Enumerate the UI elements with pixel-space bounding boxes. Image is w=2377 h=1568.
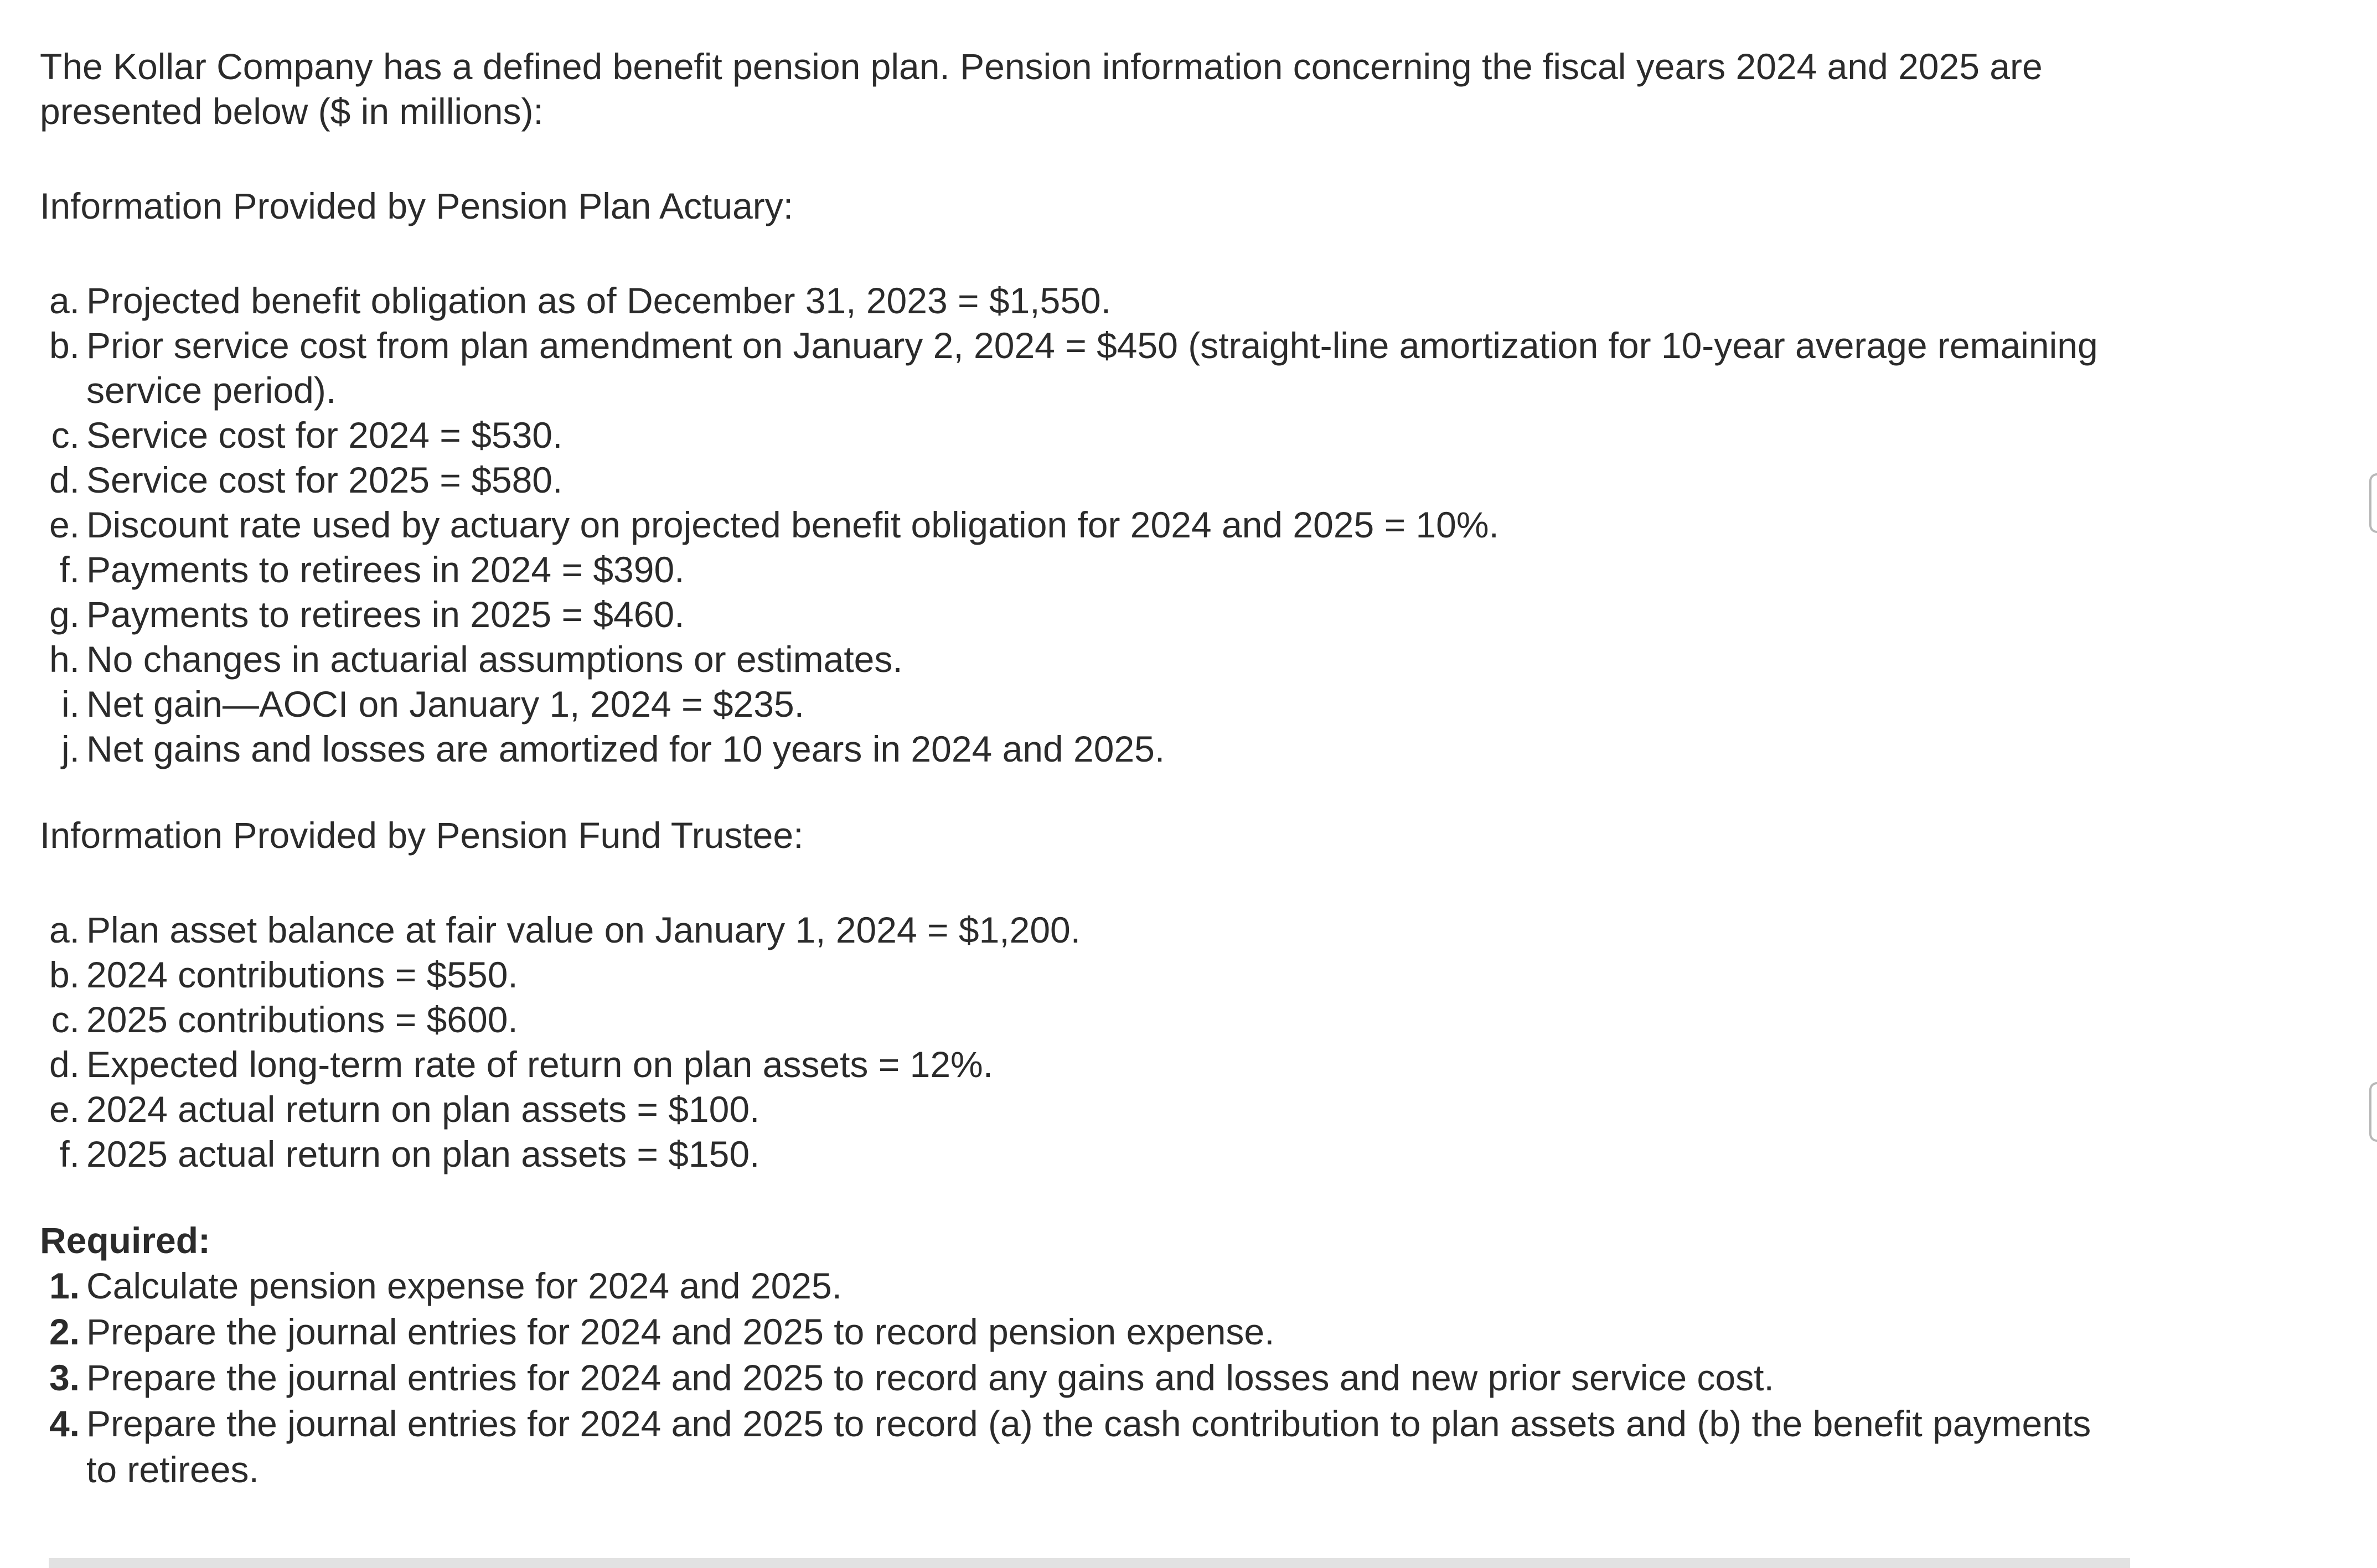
list-marker: a.: [49, 909, 80, 950]
actuary-item-f: [40, 547, 2110, 592]
trustee-item-a: [40, 908, 2110, 953]
actuary-heading: Information Provided by Pension Plan Actuary:: [40, 185, 794, 226]
list-marker: 3.: [49, 1357, 80, 1398]
list-item-text: Prepare the journal entries for 2024 and 2025 to record pension expense.: [86, 1311, 1275, 1352]
required-item-1: [40, 1263, 2110, 1309]
actuary-item-j: [40, 727, 2110, 772]
list-marker: e.: [49, 1089, 80, 1130]
list-item-text: Net gains and losses are amortized for 10 years in 2024 and 2025.: [86, 728, 1165, 769]
trustee-item-b: [40, 953, 2110, 997]
panel-edge-handle[interactable]: [2369, 1082, 2377, 1142]
trustee-list: [40, 908, 2110, 1177]
list-marker: d.: [49, 459, 80, 500]
trustee-item-d: [40, 1042, 2110, 1087]
required-item-3: [40, 1355, 2110, 1401]
required-list: [40, 1263, 2110, 1493]
required-item-4: [40, 1401, 2110, 1493]
list-item-text: Prepare the journal entries for 2024 and 2025 to record (a) the cash contribution to plan assets and (b) the benefit payments to retirees.: [86, 1403, 2091, 1490]
required-item-2: [40, 1309, 2110, 1355]
list-item-text: Expected long-term rate of return on plan assets = 12%.: [86, 1044, 994, 1085]
list-marker: j.: [61, 728, 80, 769]
list-marker: 2.: [49, 1311, 80, 1352]
list-marker: d.: [49, 1044, 80, 1085]
list-marker: b.: [49, 954, 80, 995]
list-marker: g.: [49, 594, 80, 635]
trustee-item-f: [40, 1132, 2110, 1177]
list-marker: e.: [49, 504, 80, 545]
list-item-text: Prepare the journal entries for 2024 and 2025 to record any gains and losses and new prior service cost.: [86, 1357, 1774, 1398]
actuary-item-b: [40, 323, 2110, 413]
trustee-heading: Information Provided by Pension Fund Trustee:: [40, 815, 804, 856]
list-item-text: Net gain—AOCI on January 1, 2024 = $235.: [86, 684, 804, 725]
required-heading: Required:: [40, 1220, 211, 1261]
list-item-text: No changes in actuarial assumptions or estimates.: [86, 639, 903, 680]
list-item-text: Calculate pension expense for 2024 and 2025.: [86, 1265, 843, 1306]
actuary-item-h: [40, 637, 2110, 682]
actuary-item-i: [40, 682, 2110, 727]
panel-edge-handle[interactable]: [2369, 473, 2377, 533]
list-item-text: Projected benefit obligation as of December 31, 2023 = $1,550.: [86, 280, 1112, 321]
list-marker: c.: [51, 999, 80, 1040]
actuary-item-g: [40, 592, 2110, 637]
actuary-list: [40, 278, 2110, 772]
list-marker: b.: [49, 325, 80, 366]
list-marker: a.: [49, 280, 80, 321]
actuary-item-c: [40, 413, 2110, 458]
list-marker: i.: [61, 684, 80, 725]
list-item-text: 2025 actual return on plan assets = $150.: [86, 1134, 760, 1174]
list-item-text: Payments to retirees in 2025 = $460.: [86, 594, 685, 635]
problem-statement: [40, 44, 2110, 1534]
list-item-text: Payments to retirees in 2024 = $390.: [86, 549, 685, 590]
list-marker: c.: [51, 415, 80, 456]
list-item-text: Service cost for 2025 = $580.: [86, 459, 563, 500]
trustee-item-e: [40, 1087, 2110, 1132]
list-marker: f.: [59, 549, 80, 590]
bottom-divider: [49, 1558, 2130, 1568]
intro-paragraph: The Kollar Company has a defined benefit pension plan. Pension information concerning the fiscal years 2024 and 2025 are presented below ($ in millions):: [40, 46, 2043, 132]
list-item-text: 2024 contributions = $550.: [86, 954, 518, 995]
list-item-text: Service cost for 2024 = $530.: [86, 415, 563, 456]
actuary-item-d: [40, 458, 2110, 503]
trustee-item-c: [40, 997, 2110, 1042]
list-item-text: 2025 contributions = $600.: [86, 999, 518, 1040]
list-marker: 1.: [49, 1265, 80, 1306]
actuary-item-a: [40, 278, 2110, 323]
list-item-text: Prior service cost from plan amendment on January 2, 2024 = $450 (straight-line amortization for 10-year average remaining service period).: [86, 325, 2098, 411]
list-item-text: Plan asset balance at fair value on January 1, 2024 = $1,200.: [86, 909, 1081, 950]
actuary-item-e: [40, 503, 2110, 547]
list-item-text: Discount rate used by actuary on projected benefit obligation for 2024 and 2025 = 10%.: [86, 504, 1499, 545]
list-marker: h.: [49, 639, 80, 680]
list-marker: 4.: [49, 1403, 80, 1444]
list-marker: f.: [59, 1134, 80, 1174]
list-item-text: 2024 actual return on plan assets = $100.: [86, 1089, 760, 1130]
